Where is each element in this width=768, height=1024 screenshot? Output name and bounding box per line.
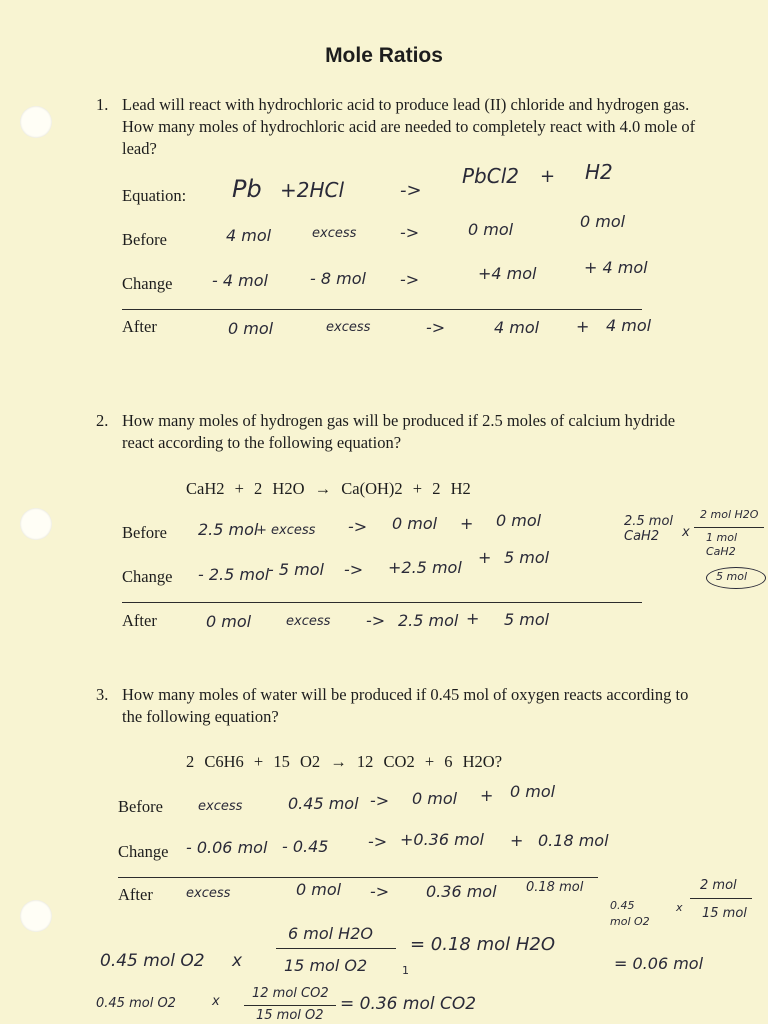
q1-after-value: 4 mol — [494, 318, 540, 337]
q3-equation: 2 C6H6 + 15 O2 → 12 CO2 + 6 H2O? — [186, 752, 503, 771]
q3-calc2-given: 0.45 mol O2 — [96, 996, 176, 1011]
q2-after-plus: + — [466, 609, 480, 628]
q3-change-value: 0.18 mol — [538, 831, 609, 850]
q3-before-value: 0.45 mol — [288, 794, 359, 813]
q3-calc1-times: x — [232, 951, 243, 971]
q2-after-value: excess — [286, 614, 331, 629]
q1-change-value: - 8 mol — [310, 269, 366, 288]
question-number: 1. — [96, 95, 109, 114]
q2-before-value: + excess — [256, 523, 316, 538]
q3-calc1-given: 0.45 mol O2 — [100, 951, 205, 971]
q2-change-arrow: -> — [344, 560, 364, 579]
q1-change-value: - 4 mol — [212, 271, 268, 290]
fraction-bar — [694, 527, 764, 528]
q3-side-given: 0.45 mol O2 — [610, 899, 650, 928]
q2-after-value: 0 mol — [206, 612, 252, 631]
q3-calc2-result: = 0.36 mol CO2 — [340, 994, 477, 1014]
q3-after-value: 0.18 mol — [526, 880, 584, 895]
q3-before-value: excess — [198, 799, 243, 814]
q3-before-arrow: -> — [370, 791, 390, 810]
q3-change-value: - 0.06 mol — [186, 838, 268, 857]
q1-eq-product: PbCl2 — [462, 164, 520, 188]
q3-side-result: = 0.06 mol — [614, 954, 704, 973]
q3-before-plus: + — [480, 786, 494, 805]
q2-change-value: +2.5 mol — [388, 558, 462, 577]
q1-eq-plus: + — [540, 166, 556, 187]
q3-calc1-numerator: 6 mol H2O — [288, 924, 373, 943]
q2-before-value: 2.5 mol — [198, 520, 259, 539]
q1-before-value: excess — [312, 226, 357, 241]
q1-eq-product: H2 — [585, 160, 613, 184]
q3-calc1-denominator: 15 mol O2 — [284, 956, 368, 975]
q2-after-value: 5 mol — [504, 610, 550, 629]
q3-before-value: 0 mol — [510, 782, 556, 801]
q1-change-arrow: -> — [400, 270, 420, 289]
q2-side-result: 5 mol — [716, 570, 747, 583]
q2-equation: CaH2 + 2 H2O → Ca(OH)2 + 2 H2 — [186, 479, 471, 498]
question-text: How many moles of hydrogen gas will be produced if 2.5 moles of calcium hydride react according to the following equation? — [122, 411, 676, 452]
q3-calc2-numerator: 12 mol CO2 — [252, 986, 329, 1001]
q3-change-plus: + — [510, 831, 524, 850]
q3-change-value: +0.36 mol — [400, 830, 484, 849]
q3-change-value: - 0.45 — [282, 837, 329, 856]
page-title: Mole Ratios — [325, 44, 443, 67]
q1-eq-reactant: +2HCl — [280, 178, 345, 202]
question-text: How many moles of water will be produced if 0.45 mol of oxygen reacts according to the following equation? — [122, 685, 689, 726]
q3-side-numerator: 2 mol — [700, 878, 737, 893]
q3-after-value: 0 mol — [296, 880, 342, 899]
question-2 — [96, 410, 702, 454]
before-label: Before — [122, 523, 167, 542]
q2-side-given: 2.5 mol CaH2 — [624, 514, 674, 544]
q2-after-value: 2.5 mol — [398, 611, 459, 630]
q3-calc2-denominator: 15 mol O2 — [256, 1008, 324, 1023]
q2-before-value: 0 mol — [496, 511, 542, 530]
question-text: Lead will react with hydrochloric acid to produce lead (II) chloride and hydrogen gas. How many moles of hydrochloric acid are needed to completely react with 4.0 mole of lead? — [122, 95, 696, 158]
question-1 — [96, 94, 702, 160]
after-label: After — [118, 885, 153, 904]
q1-after-value: excess — [326, 320, 371, 335]
after-label: After — [122, 611, 157, 630]
q2-before-arrow: -> — [348, 517, 368, 536]
before-label: Before — [122, 230, 167, 249]
q1-change-value: + 4 mol — [584, 258, 648, 277]
q2-side-times: x — [682, 525, 690, 540]
q1-before-value: 4 mol — [226, 226, 272, 245]
q2-side-numerator: 2 mol H2O — [700, 508, 759, 521]
punch-hole — [20, 508, 52, 540]
fraction-bar — [276, 948, 396, 949]
q2-change-plus: + — [478, 548, 492, 567]
q1-after-value: 0 mol — [228, 319, 274, 338]
after-label: After — [122, 317, 157, 336]
q3-after-value: excess — [186, 886, 231, 901]
question-number: 2. — [96, 411, 109, 430]
q1-after-value: 4 mol — [606, 316, 652, 335]
q3-after-value: 0.36 mol — [426, 882, 497, 901]
before-label: Before — [118, 797, 163, 816]
divider-line — [118, 877, 598, 878]
q3-side-times: x — [676, 901, 683, 914]
divider-line — [122, 309, 642, 310]
q1-before-arrow: -> — [400, 223, 420, 242]
q1-eq-reactant: Pb — [232, 175, 262, 203]
q2-before-plus: + — [460, 514, 474, 533]
q2-after-arrow: -> — [366, 611, 386, 630]
q2-change-value: - 5 mol — [268, 560, 324, 579]
punch-hole — [20, 900, 52, 932]
q1-before-value: 0 mol — [580, 212, 626, 231]
fraction-bar — [690, 898, 752, 899]
q3-calc1-footnote: 1 — [402, 964, 409, 977]
punch-hole — [20, 106, 52, 138]
q3-after-arrow: -> — [370, 882, 390, 901]
q2-change-value: - 2.5 mol — [198, 565, 270, 584]
q1-after-plus: + — [576, 317, 590, 336]
question-3 — [96, 684, 702, 728]
q3-before-value: 0 mol — [412, 789, 458, 808]
change-label: Change — [118, 842, 169, 861]
change-label: Change — [122, 274, 173, 293]
q3-calc2-times: x — [212, 994, 220, 1009]
equation-label: Equation: — [122, 186, 187, 205]
q1-before-value: 0 mol — [468, 220, 514, 239]
q3-side-denominator: 15 mol — [702, 906, 747, 921]
change-label: Change — [122, 567, 173, 586]
q2-change-value: 5 mol — [504, 548, 550, 567]
q3-calc1-result: = 0.18 mol H2O — [410, 934, 556, 955]
q1-after-arrow: -> — [426, 318, 446, 337]
fraction-bar — [244, 1005, 336, 1006]
q2-side-denominator: 1 mol CaH2 — [706, 531, 737, 558]
divider-line — [122, 602, 642, 603]
q1-change-value: +4 mol — [478, 264, 537, 283]
question-number: 3. — [96, 685, 109, 704]
q3-change-arrow: -> — [368, 832, 388, 851]
q2-before-value: 0 mol — [392, 514, 438, 533]
q1-eq-arrow: -> — [400, 180, 422, 201]
